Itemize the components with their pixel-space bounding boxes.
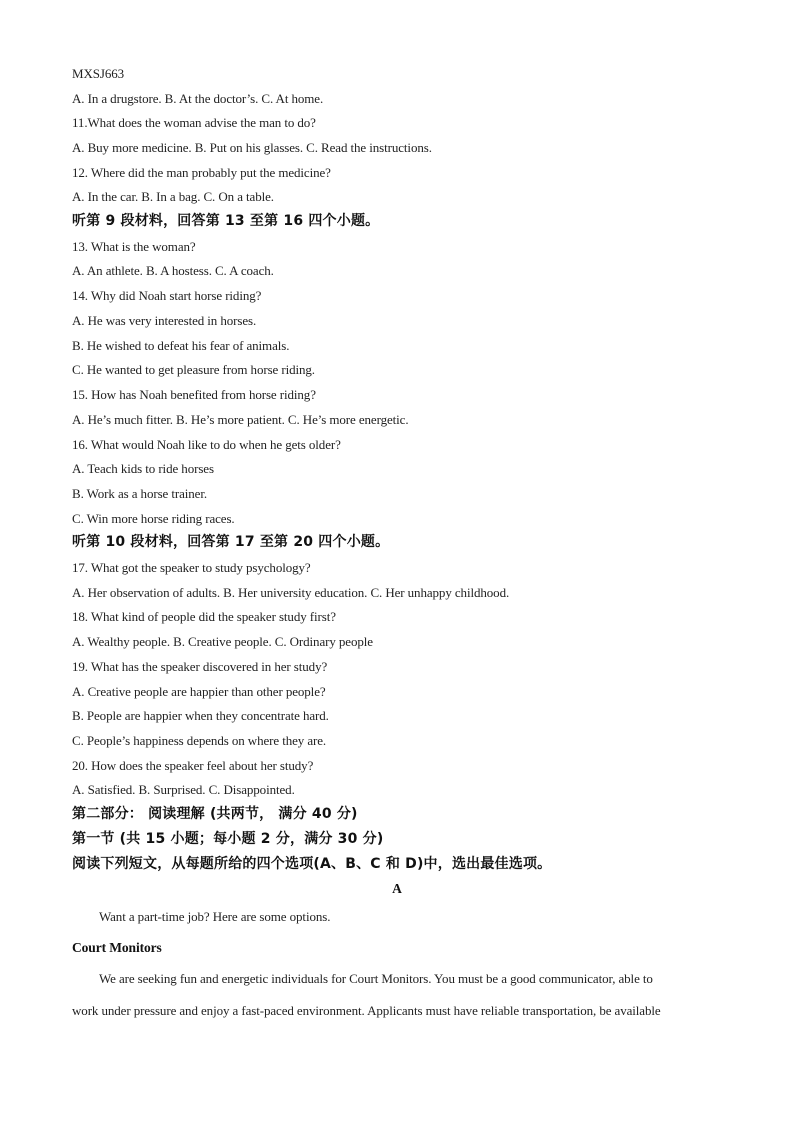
question-11: 11.What does the woman advise the man to do? bbox=[72, 115, 316, 130]
q14-option-a: A. He was very interested in horses. bbox=[72, 313, 257, 328]
q16-option-a: A. Teach kids to ride horses bbox=[72, 461, 214, 476]
question-12: 12. Where did the man probably put the medicine? bbox=[72, 165, 331, 180]
question-16: 16. What would Noah like to do when he gets older? bbox=[72, 437, 341, 452]
passage-intro: Want a part-time job? Here are some options. bbox=[99, 909, 331, 924]
header-code: MXSJ663 bbox=[72, 66, 125, 81]
q20-options: A. Satisfied. B. Surprised. C. Disappointed. bbox=[72, 782, 295, 797]
question-19: 19. What has the speaker discovered in her study? bbox=[72, 659, 328, 674]
passage-letter: A bbox=[392, 881, 402, 896]
q14-option-c: C. He wanted to get pleasure from horse riding. bbox=[72, 362, 315, 377]
reading-instruction: 阅读下列短文，从每题所给的四个选项(A、B、C 和 D)中，选出最佳选项。 bbox=[72, 856, 552, 872]
q12-options: A. In the car. B. In a bag. C. On a table. bbox=[72, 189, 274, 204]
section-9-heading: 听第 9 段材料，回答第 13 至第 16 四个小题。 bbox=[72, 213, 380, 229]
q19-option-a: A. Creative people are happier than other people? bbox=[72, 684, 326, 699]
section-one-title: 第一节 (共 15 小题；每小题 2 分，满分 30 分) bbox=[72, 831, 384, 847]
question-14: 14. Why did Noah start horse riding? bbox=[72, 288, 262, 303]
q10-options: A. In a drugstore. B. At the doctor’s. C. At home. bbox=[72, 91, 324, 106]
q19-option-b: B. People are happier when they concentrate hard. bbox=[72, 708, 329, 723]
q19-option-c: C. People’s happiness depends on where they are. bbox=[72, 733, 327, 748]
q13-options: A. An athlete. B. A hostess. C. A coach. bbox=[72, 263, 274, 278]
question-17: 17. What got the speaker to study psychology? bbox=[72, 560, 311, 575]
court-monitors-heading: Court Monitors bbox=[72, 940, 162, 955]
question-20: 20. How does the speaker feel about her study? bbox=[72, 758, 314, 773]
q16-option-c: C. Win more horse riding races. bbox=[72, 511, 235, 526]
question-18: 18. What kind of people did the speaker study first? bbox=[72, 609, 336, 624]
question-13: 13. What is the woman? bbox=[72, 239, 196, 254]
part-two-title: 第二部分： 阅读理解 (共两节， 满分 40 分) bbox=[72, 806, 358, 822]
q11-options: A. Buy more medicine. B. Put on his glasses. C. Read the instructions. bbox=[72, 140, 432, 155]
section-10-heading: 听第 10 段材料，回答第 17 至第 20 四个小题。 bbox=[72, 534, 390, 550]
q15-options: A. He’s much fitter. B. He’s more patient. C. He’s more energetic. bbox=[72, 412, 409, 427]
paragraph-line-1: We are seeking fun and energetic individuals for Court Monitors. You must be a good communicator, able to bbox=[99, 971, 653, 986]
q17-options: A. Her observation of adults. B. Her university education. C. Her unhappy childhood. bbox=[72, 585, 510, 600]
q18-options: A. Wealthy people. B. Creative people. C. Ordinary people bbox=[72, 634, 373, 649]
q14-option-b: B. He wished to defeat his fear of animals. bbox=[72, 338, 290, 353]
question-15: 15. How has Noah benefited from horse riding? bbox=[72, 387, 316, 402]
q16-option-b: B. Work as a horse trainer. bbox=[72, 486, 208, 501]
paragraph-line-2: work under pressure and enjoy a fast-paced environment. Applicants must have reliable transportation, be available bbox=[72, 1003, 661, 1018]
